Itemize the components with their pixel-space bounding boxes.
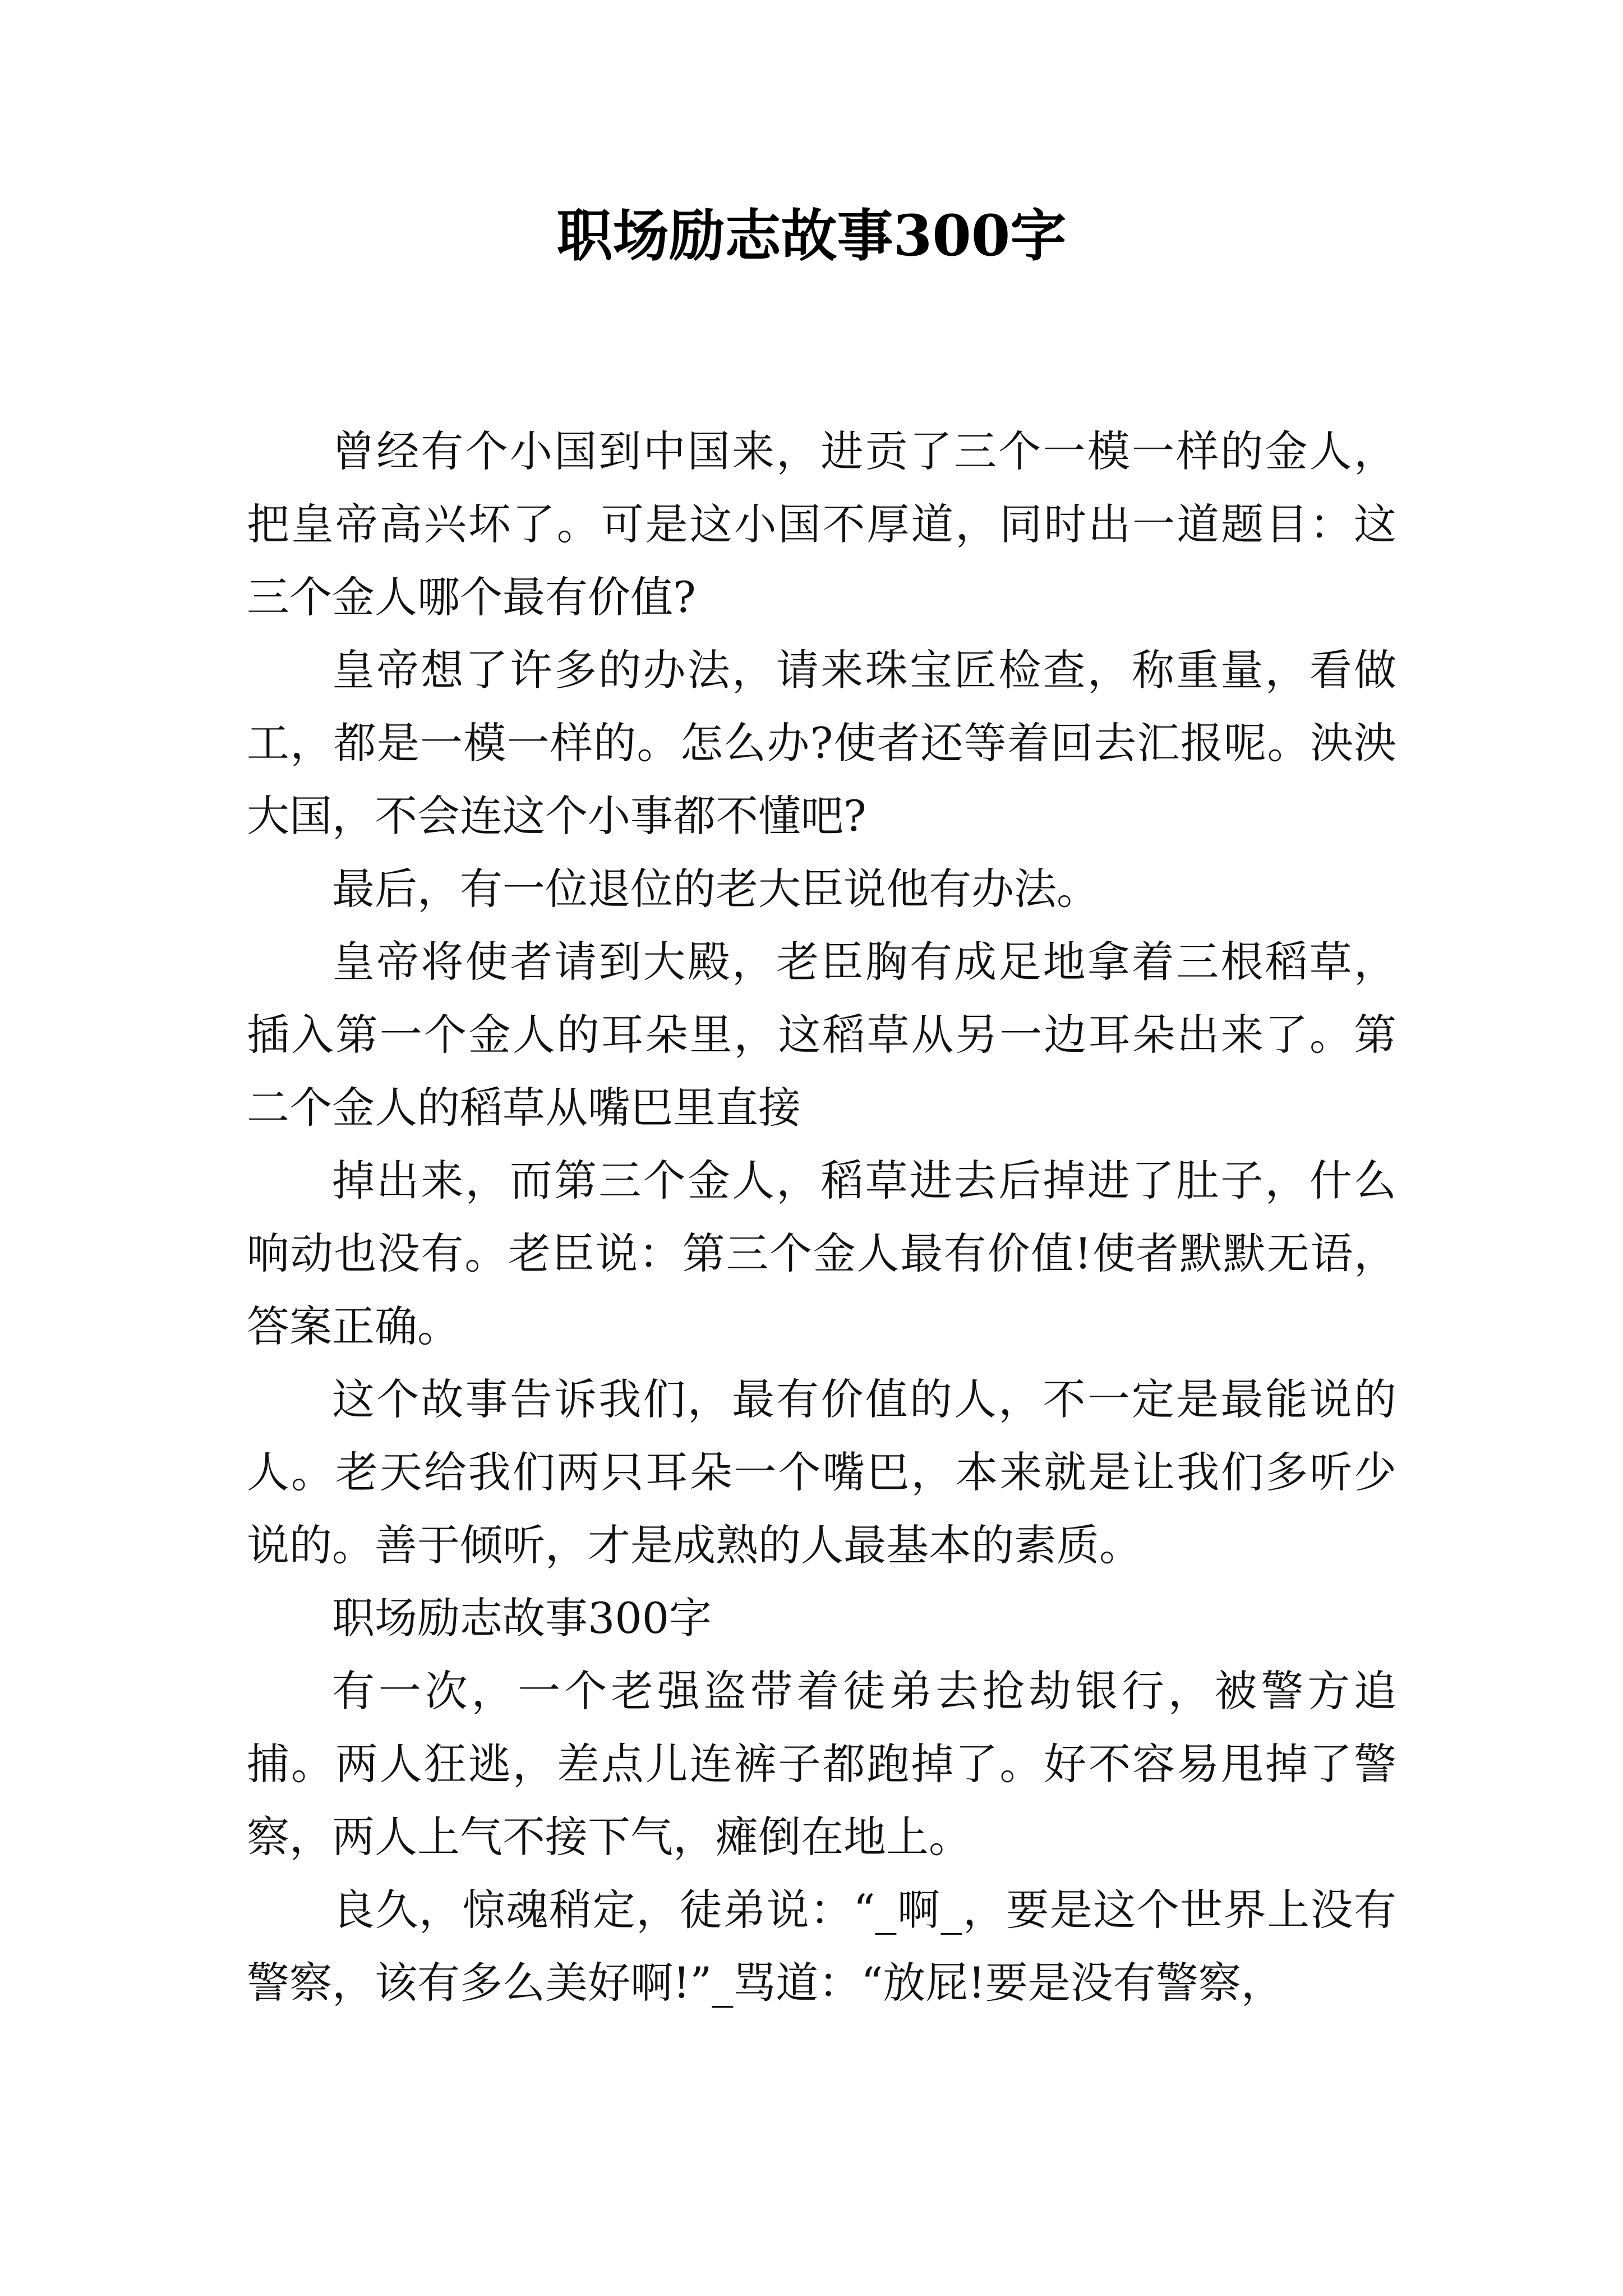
paragraph: 良久，惊魂稍定，徒弟说：“_啊_，要是这个世界上没有警察，该有多么美好啊!”_骂道：“放屁!要是没有警察， bbox=[247, 1885, 1396, 2008]
paragraph: 最后，有一位退位的老大臣说他有办法。 bbox=[332, 864, 1099, 914]
paragraph: 有一次，一个老强盗带着徒弟去抢劫银行，被警方追捕。两人狂逃，差点儿连裤子都跑掉了。好不容易甩掉了警察，两人上气不接下气，瘫倒在地上。 bbox=[247, 1666, 1396, 1862]
document-title: 职场励志故事300字 bbox=[556, 203, 1067, 269]
paragraph: 掉出来，而第三个金人，稻草进去后掉进了肚子，什么响动也没有。老臣说：第三个金人最有价值!使者默默无语，答案正确。 bbox=[247, 1156, 1396, 1351]
paragraph: 皇帝想了许多的办法，请来珠宝匠检查，称重量，看做工，都是一模一样的。怎么办?使者还等着回去汇报呢。泱泱大国，不会连这个小事都不懂吧? bbox=[247, 645, 1396, 841]
section-heading: 职场励志故事300字 bbox=[332, 1593, 712, 1643]
paragraph: 皇帝将使者请到大殿，老臣胸有成足地拿着三根稻草，插入第一个金人的耳朵里，这稻草从另一边耳朵出来了。第二个金人的稻草从嘴巴里直接 bbox=[247, 937, 1396, 1133]
document-body bbox=[247, 415, 1396, 2019]
paragraph: 这个故事告诉我们，最有价值的人，不一定是最能说的人。老天给我们两只耳朵一个嘴巴，本来就是让我们多听少说的。善于倾听，才是成熟的人最基本的素质。 bbox=[247, 1374, 1396, 1570]
paragraph: 曾经有个小国到中国来，进贡了三个一模一样的金人，把皇帝高兴坏了。可是这小国不厚道，同时出一道题目：这三个金人哪个最有价值? bbox=[247, 426, 1396, 622]
